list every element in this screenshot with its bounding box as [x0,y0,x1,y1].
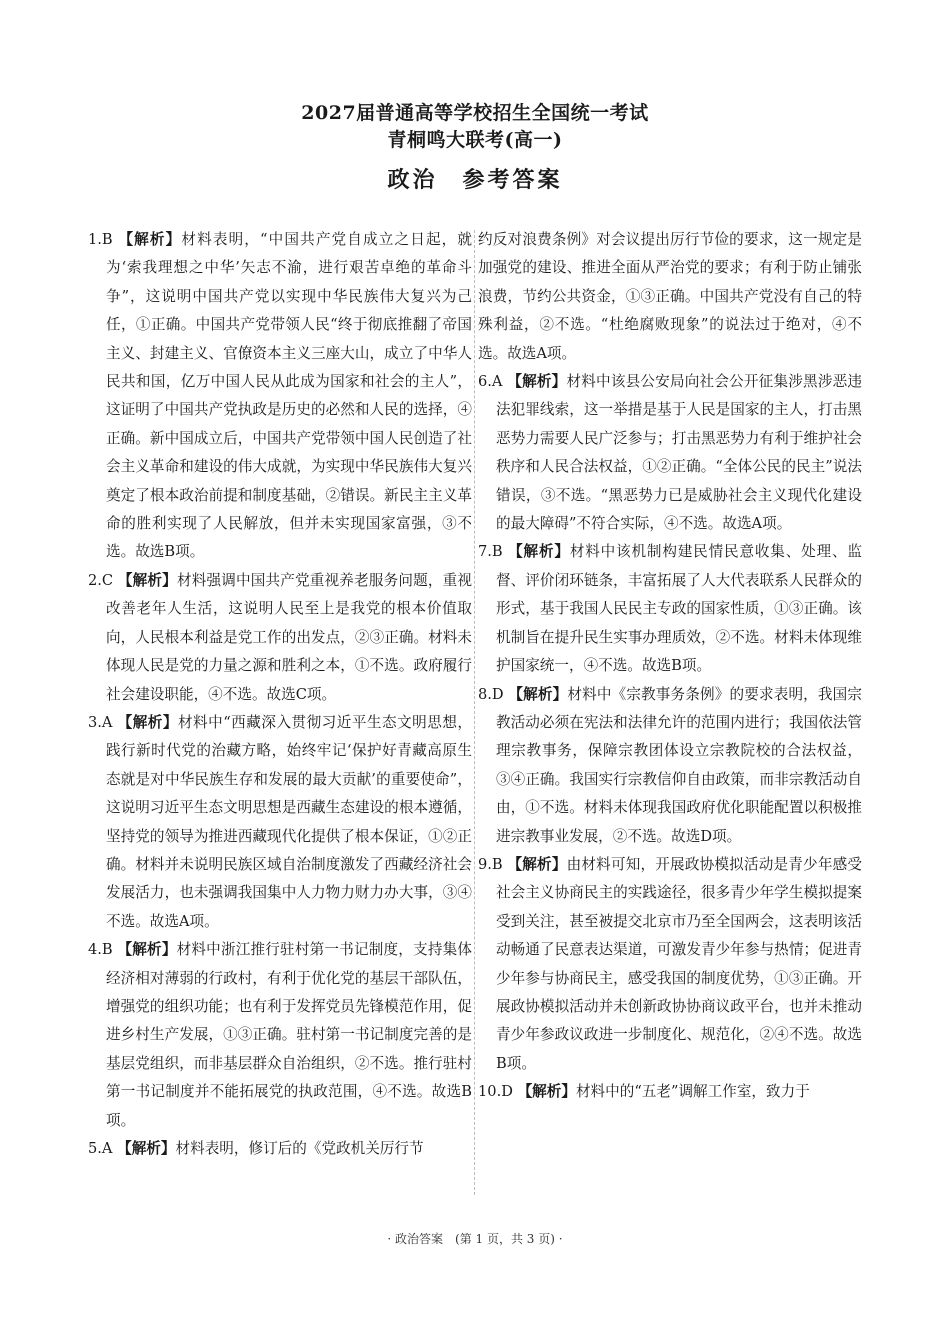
answer-text: 材料中“西藏深入贯彻习近平生态文明思想，践行新时代党的治藏方略，始终牢记‘保护好青藏高原生态就是对中华民族生存和发展的最大贡献’的重要使命”，这说明习近平生态文明思想是西藏生态建设的根本遵循，坚持党的领导为推进西藏现代化提供了根本保证，①②正确。材料并未说明民族区域自治制度激发了西藏经济社会发展活力，也未强调我国集中人力物力财力办大事，③④不选。故选A项。 [106,713,472,930]
analysis-tag: 【解析】 [118,231,182,248]
exam-title: 2027届普通高等学校招生全国统一考试 [301,102,649,124]
answer-text: 材料中浙江推行驻村第一书记制度，支持集体经济相对薄弱的行政村，有利于优化党的基层干部队伍，增强党的组织功能；也有利于发挥党员先锋模范作用，促进乡村生产发展，①③正确。驻村第一书记制度完善的是基层党组织，而非基层群众自治组织，②不选。推行驻村第一书记制度并不能拓展党的执政范围，④不选。故选B项。 [106,941,472,1129]
analysis-tag: 【解析】 [508,543,570,561]
analysis-tag: 【解析】 [517,1083,576,1101]
answer-item [478,368,862,538]
analysis-tag: 【解析】 [117,713,178,731]
answer-number: 10.D [478,1083,513,1101]
answer-item [478,226,862,368]
answer-number: 5.A [88,1140,113,1157]
answer-number: 2.C [88,571,114,589]
answer-number: 7.B [478,543,503,561]
answer-item [478,538,862,680]
answer-number: 1.B [88,231,113,248]
answer-number: 4.B [88,941,113,959]
answer-number: 9.B [478,855,503,873]
analysis-tag: 【解析】 [507,373,567,391]
right-column [478,226,862,1107]
answer-text: 材料表明，修订后的《党政机关厉行节 [175,1140,424,1157]
answer-text: 材料中该机制构建民情民意收集、处理、监督、评价闭环链条，丰富拓展了人大代表联系人民群众的形式，基于我国人民民主专政的国家性质，①③正确。该机制旨在提升民生实事办理质效，②不选。材料未体现维护国家统一，④不选。故选B项。 [496,543,862,675]
answer-item [88,226,472,567]
answer-text: 材料强调中国共产党重视养老服务问题，重视改善老年人生活，这说明人民至上是我党的根本价值取向，人民根本利益是党工作的出发点，②③正确。材料未体现人民是党的力量之源和胜利之本，①不选。政府履行社会建设职能，④不选。故选C项。 [106,571,472,703]
answer-text: 约反对浪费条例》对会议提出厉行节俭的要求，这一规定是加强党的建设、推进全面从严治党的要求；有利于防止铺张浪费，节约公共资金，①③正确。中国共产党没有自己的特殊利益，②不选。“杜绝腐败现象”的说法过于绝对，④不选。故选A项。 [478,231,862,362]
answer-item [88,1135,472,1163]
analysis-tag: 【解析】 [117,941,177,959]
page-footer: · 政治答案 (第 1 页，共 3 页) · [387,1232,563,1246]
analysis-tag: 【解析】 [508,685,568,703]
answer-number: 8.D [478,685,504,703]
answer-text: 材料中该县公安局向社会公开征集涉黑涉恶违法犯罪线索，这一举措是基于人民是国家的主人，打击黑恶势力需要人民广泛参与；打击黑恶势力有利于维护社会秩序和人民合法权益，①②正确。“全体公民的民主”说法错误，③不选。“黑恶势力已是威胁社会主义现代化建设的最大障碍”不符合实际，④不选。故选A项。 [496,373,862,533]
answer-text: 材料中的“五老”调解工作室，致力于 [575,1083,810,1101]
answer-item [478,1078,862,1106]
answer-text: 材料表明，“中国共产党自成立之日起，就为‘索我理想之中华’矢志不渝，进行艰苦卓绝的革命斗争”，这说明中国共产党以实现中华民族伟大复兴为己任，①正确。中国共产党带领人民“终于彻底推翻了帝国主义、封建主义、官僚资本主义三座大山，成立了中华人民共和国，亿万中国人民从此成为国家和社会的主人”，这证明了中国共产党执政是历史的必然和人民的选择，④正确。新中国成立后，中国共产党带领中国人民创造了社会主义革命和建设的伟大成就，为实现中华民族伟大复兴奠定了根本政治前提和制度基础，②错误。新民主主义革命的胜利实现了人民解放，但并未实现国家富强，③不选。故选B项。 [106,231,472,561]
answer-text: 材料中《宗教事务条例》的要求表明，我国宗教活动必须在宪法和法律允许的范围内进行；我国依法管理宗教事务，保障宗教团体设立宗教院校的合法权益，③④正确。我国实行宗教信仰自由政策，而非宗教活动自由，①不选。材料未体现我国政府优化职能配置以积极推进宗教事业发展，②不选。故选D项。 [496,685,862,845]
answer-item [478,851,862,1078]
answer-number: 3.A [88,713,113,731]
analysis-tag: 【解析】 [117,571,177,589]
left-column [88,226,472,1163]
answer-item [88,567,472,709]
answer-text: 由材料可知，开展政协模拟活动是青少年感受社会主义协商民主的实践途径，很多青少年学生模拟提案受到关注，甚至被提交北京市乃至全国两会，这表明该活动畅通了民意表达渠道，可激发青少年参与热情；促进青少年参与协商民主，感受我国的制度优势，①③正确。开展政协模拟活动并未创新政协协商议政平台，也并未推动青少年参政议政进一步制度化、规范化，②④不选。故选B项。 [496,855,862,1072]
exam-subtitle: 青桐鸣大联考(高一) [387,129,563,151]
answer-item [478,681,862,851]
page-header [0,100,950,200]
answer-number: 6.A [478,373,503,391]
answer-item [88,936,472,1135]
answer-item [88,709,472,936]
column-divider [474,230,475,1195]
page-title: 政治 参考答案 [387,167,563,193]
analysis-tag: 【解析】 [507,855,567,873]
analysis-tag: 【解析】 [117,1140,176,1157]
